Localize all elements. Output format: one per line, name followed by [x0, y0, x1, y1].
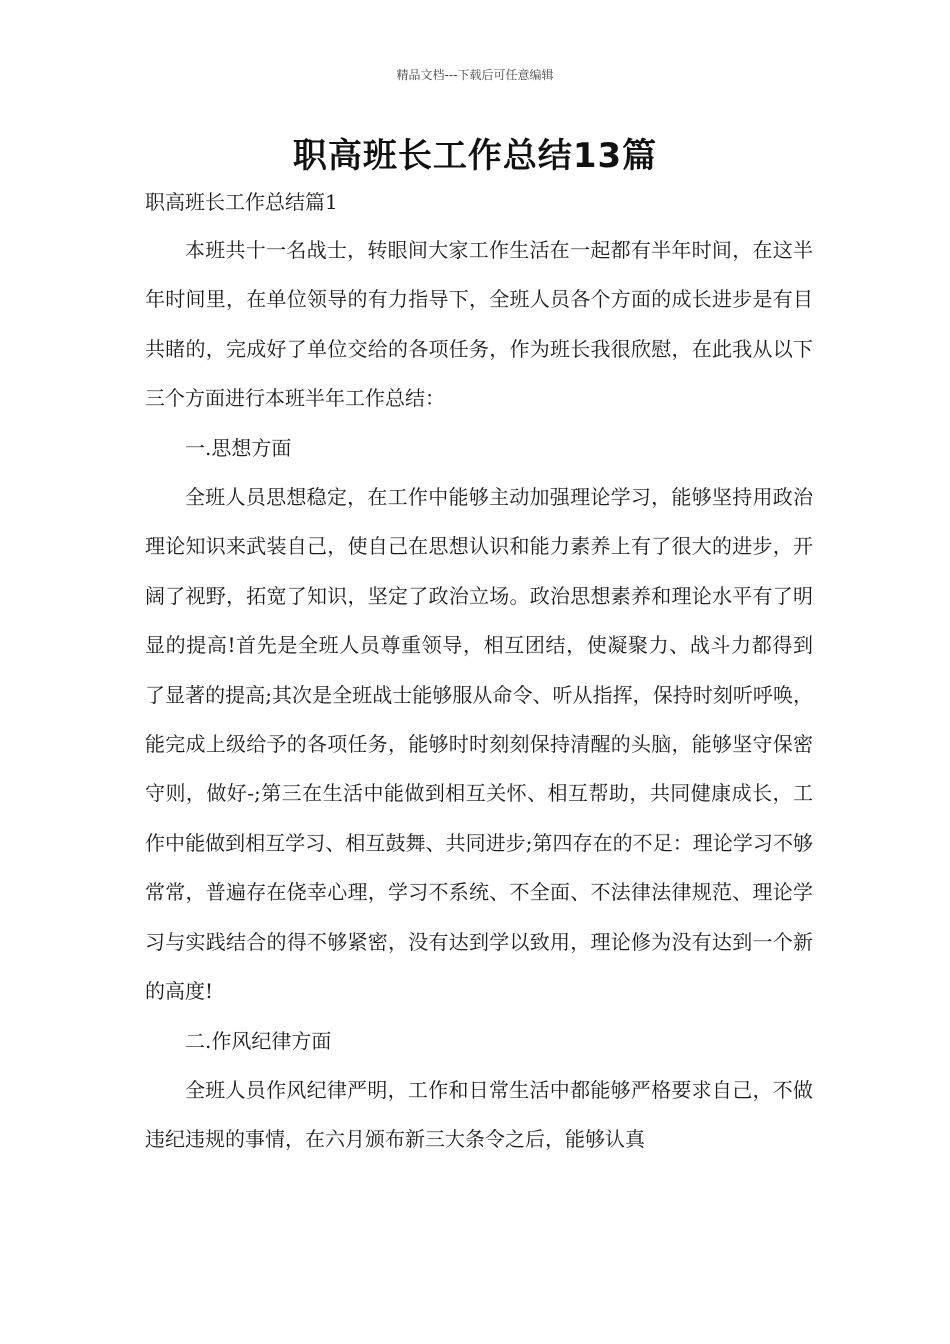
heading-discipline: 二.作风纪律方面 [185, 1028, 332, 1053]
section-title: 职高班长工作总结篇1 [145, 190, 338, 214]
heading-thought: 一.思想方面 [185, 435, 292, 460]
paragraph-thought: 全班人员思想稳定，在工作中能够主动加强理论学习，能够坚持用政治理论知识来武装自己，使自己在思想认识和能力素养上有了很大的进步，开阔了视野，拓宽了知识，坚定了政治立场。政治思想素养和理论水平有了明显的提高!首先是全班人员尊重领导，相互团结，使凝聚力、战斗力都得到了显著的提高;其次是全班战士能够服从命令、听从指挥，保持时刻听呼唤，能完成上级给予的各项任务，能够时时刻刻保持清醒的头脑，能够坚守保密守则，做好-;第三在生活中能做到相互关怀、相互帮助，共同健康成长，工作中能做到相互学习、相互鼓舞、共同进步;第四存在的不足：理论学习不够常常，普遍存在侥幸心理，学习不系统、不全面、不法律法律规范、理论学习与实践结合的得不够紧密，没有达到学以致用，理论修为没有达到一个新的高度! [145, 485, 813, 1004]
header-note: 精品文档---下载后可任意编辑 [396, 68, 554, 82]
paragraph-discipline: 全班人员作风纪律严明，工作和日常生活中都能够严格要求自己，不做违纪违规的事情，在六月颁布新三大条令之后，能够认真 [145, 1077, 813, 1152]
document-title: 职高班长工作总结13篇 [292, 136, 658, 176]
paragraph-intro: 本班共十一名战士，转眼间大家工作生活在一起都有半年时间，在这半年时间里，在单位领导的有力指导下，全班人员各个方面的成长进步是有目共睹的，完成好了单位交给的各项任务，作为班长我很欣慰，在此我从以下三个方面进行本班半年工作总结： [145, 238, 813, 411]
document-body [145, 226, 813, 1165]
